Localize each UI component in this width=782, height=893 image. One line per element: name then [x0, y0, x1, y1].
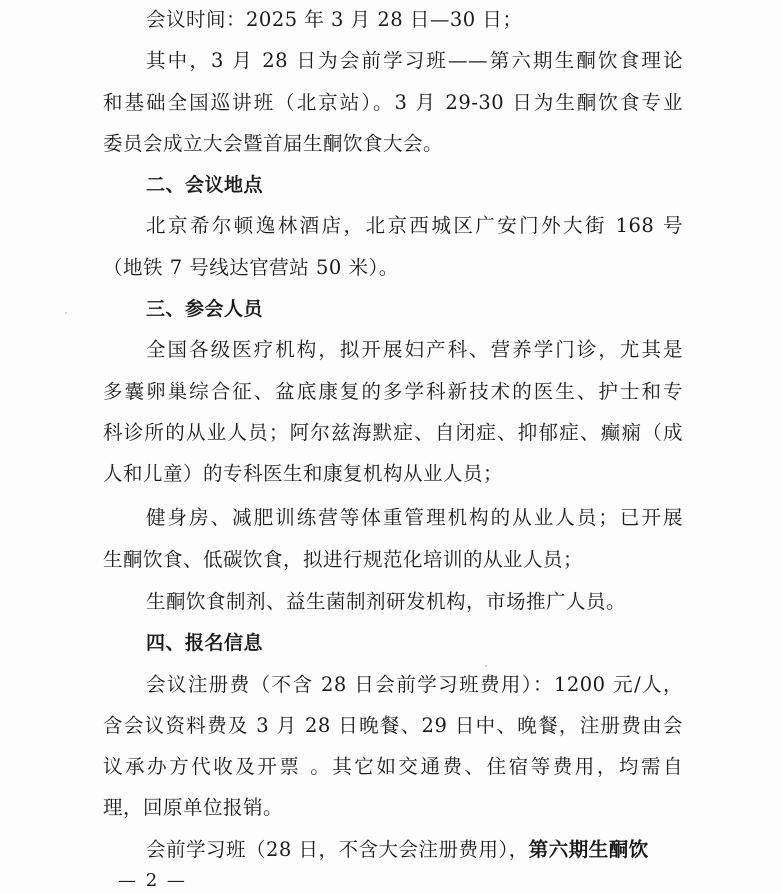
text-line: 其中，3 月 28 日为会前学习班——第六期生酮饮食理论 — [146, 49, 683, 72]
text-line-meeting-time: 会议时间：2025 年 3 月 28 日—30 日； — [146, 8, 523, 31]
text-line: 含会议资料费及 3 月 28 日晚餐、29 日中、晚餐，注册费由会 — [103, 714, 683, 737]
section-heading-attendees: 三、参会人员 — [146, 298, 264, 320]
text-line: 科诊所的从业人员；阿尔兹海默症、自闭症、抑郁症、癫痫（成 — [103, 421, 683, 444]
scan-speck — [485, 665, 487, 667]
text-run-bold: 第六期生酮饮 — [528, 838, 649, 861]
text-line: 健身房、减肥训练营等体重管理机构的从业人员；已开展 — [146, 506, 683, 529]
text-line: 议承办方代收及开票 。其它如交通费、住宿等费用，均需自 — [103, 755, 683, 778]
text-line: 生酮饮食、低碳饮食，拟进行规范化培训的从业人员； — [103, 548, 584, 571]
section-heading-venue: 二、会议地点 — [146, 174, 264, 196]
section-heading-registration: 四、报名信息 — [146, 632, 264, 654]
text-line: 多囊卵巢综合征、盆底康复的多学科新技术的医生、护士和专 — [103, 380, 683, 403]
text-run: 会前学习班（28 日，不含大会注册费用）， — [146, 838, 529, 861]
text-line: 生酮饮食制剂、益生菌制剂研发机构，市场推广人员。 — [146, 590, 627, 613]
text-line-pre-course — [146, 835, 683, 865]
text-line: 人和儿童）的专科医生和康复机构从业人员； — [103, 462, 504, 485]
text-line: 委员会成立大会暨首届生酮饮食大会。 — [103, 132, 444, 155]
page-number: — 2 — — [118, 870, 187, 891]
text-line: 和基础全国巡讲班（北京站）。3 月 29-30 日为生酮饮食专业 — [103, 91, 683, 114]
text-line: 理，回原单位报销。 — [103, 796, 284, 819]
text-line: （地铁 7 号线达官营站 50 米）。 — [103, 256, 399, 279]
scan-speck — [65, 312, 67, 314]
text-line: 北京希尔顿逸林酒店，北京西城区广安门外大街 168 号 — [146, 214, 683, 237]
text-line: 会议注册费（不含 28 日会前学习班费用）：1200 元/人， — [146, 673, 683, 696]
text-line: 全国各级医疗机构，拟开展妇产科、营养学门诊，尤其是 — [146, 338, 683, 361]
